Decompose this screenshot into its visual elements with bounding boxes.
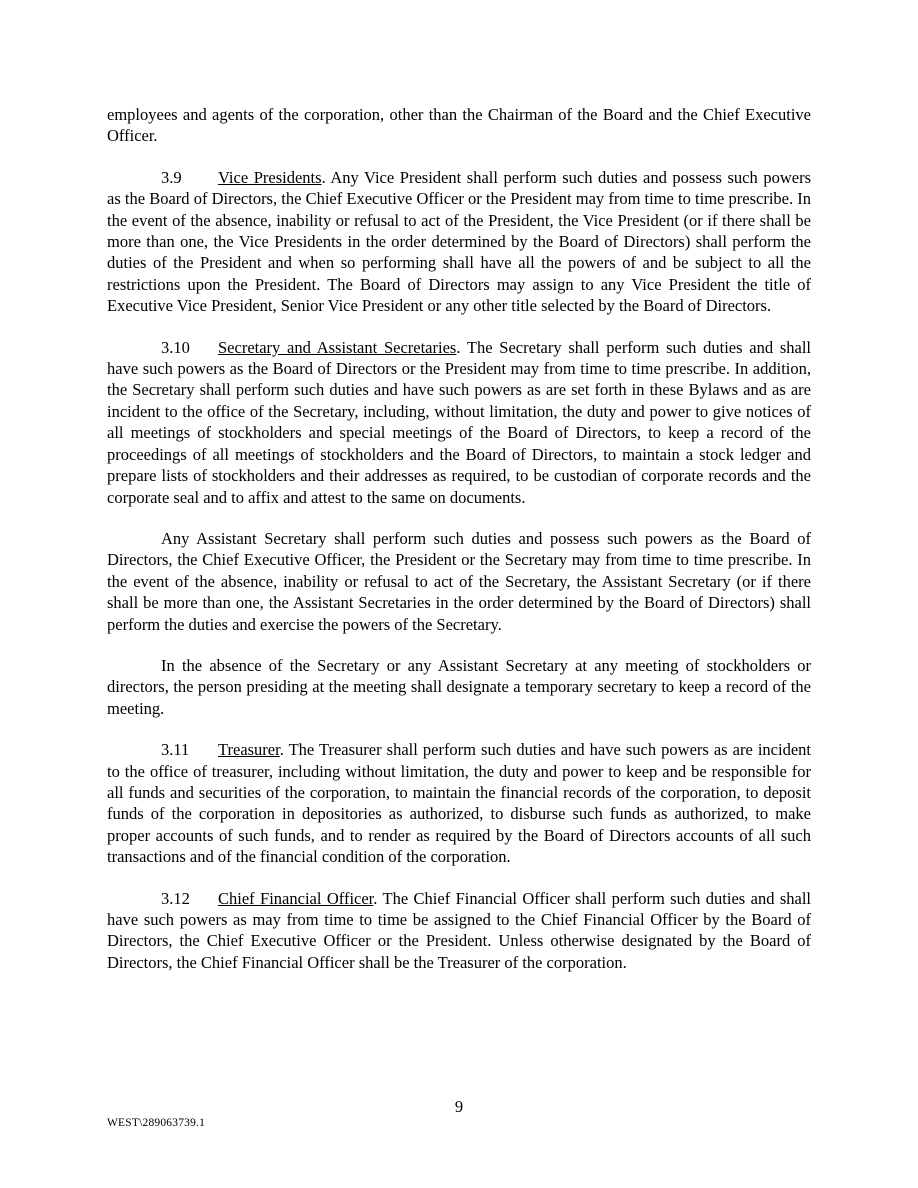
section-3-11 [107,739,811,867]
paragraph-assistant-secretary: Any Assistant Secretary shall perform such duties and possess such powers as the Board of Directors, the Chief Executive Officer, the President or the Secretary may from time to time prescribe. In the event of the absence, inability or refusal to act of the Secretary, the Assistant Secretary (or if there shall be more than one, the Assistant Secretaries in the order determined by the Board of Directors) shall perform the duties and exercise the powers of the Secretary. [107,528,811,634]
section-3-12 [107,888,811,974]
section-number: 3.11 [161,740,190,760]
section-heading: Chief Financial Officer [218,888,374,908]
heading-separator: . [321,167,326,187]
section-body: The Secretary shall perform such duties and shall have such powers as the Board of Directors or the President may from time to time prescribe. In addition, the Secretary shall perform such duties and have such powers as are set forth in these Bylaws and as are incident to the office of the Secretary, including, without limitation, the duty and power to give notices of all meetings of stockholders and special meetings of the Board of Directors, to keep a record of the proceedings of all meetings of stockholders and the Board of Directors, to maintain a stock ledger and prepare lists of stockholders and their addresses as required, to be custodian of corporate records and the corporate seal and to affix and attest to the same on documents. [107,337,812,507]
document-content [107,104,811,993]
section-body: Any Vice President shall perform such duties and possess such powers as the Board of Directors, the Chief Executive Officer or the President may from time to time prescribe. In the event of the absence, inability or refusal to act of the President, the Vice President (or if there shall be more than one, the Vice Presidents in the order determined by the Board of Directors) shall perform the duties of the President and when so performing shall have all the powers of and be subject to all the restrictions upon the President. The Board of Directors may assign to any Vice President the title of Executive Vice President, Senior Vice President or any other title selected by the Board of Directors. [107,167,811,316]
section-heading: Vice Presidents [218,167,322,187]
section-body: The Treasurer shall perform such duties and have such powers as are incident to the office of treasurer, including without limitation, the duty and power to keep and be responsible for all funds and securities of the corporation, to maintain the financial records of the corporation, to deposit funds of the corporation in depositories as authorized, to disburse such funds as authorized, to make proper accounts of such funds, and to render as required by the Board of Directors accounts of all such transactions and of the financial condition of the corporation. [107,740,811,867]
section-3-10 [107,337,811,508]
section-body: The Chief Financial Officer shall perform such duties and shall have such powers as may from time to time be assigned to the Chief Financial Officer by the Board of Directors, the Chief Executive Officer or the President. Unless otherwise designated by the Board of Directors, the Chief Financial Officer shall be the Treasurer of the corporation. [107,888,811,972]
heading-separator: . [373,888,378,908]
document-id: WEST\289063739.1 [107,1117,206,1129]
section-number: 3.9 [161,167,182,187]
section-heading: Treasurer [218,740,280,760]
section-3-9 [107,167,811,317]
paragraph-temporary-secretary: In the absence of the Secretary or any Assistant Secretary at any meeting of stockholders or directors, the person presiding at the meeting shall designate a temporary secretary to keep a record of the meeting. [107,655,811,718]
heading-separator: . [456,337,461,357]
section-number: 3.12 [161,888,190,908]
heading-separator: . [279,740,284,760]
section-heading: Secretary and Assistant Secretaries [218,337,457,357]
page-number: 9 [454,1097,464,1116]
section-number: 3.10 [161,337,190,357]
paragraph-continuation: employees and agents of the corporation, other than the Chairman of the Board and the Chief Executive Officer. [107,105,811,146]
